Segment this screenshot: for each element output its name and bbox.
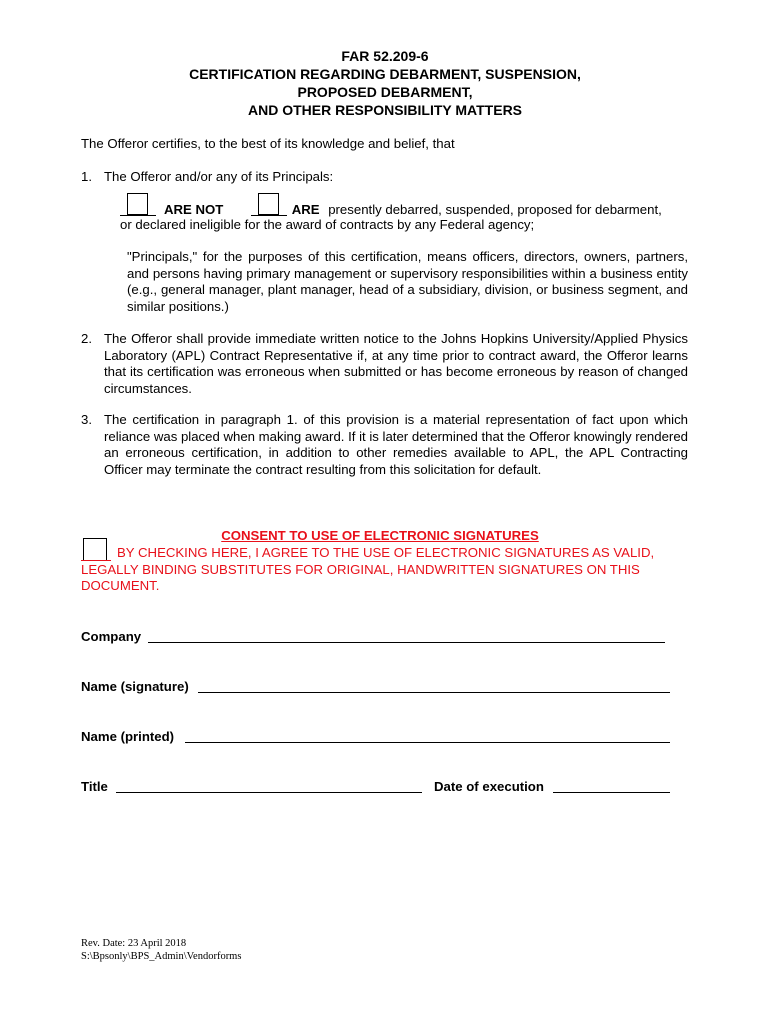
name-signature-field[interactable] <box>198 692 670 693</box>
consent-text <box>81 545 681 595</box>
company-label: Company <box>81 629 142 644</box>
intro-text: The Offeror certifies, to the best of its knowledge and belief, that <box>81 136 455 151</box>
title-line-3: PROPOSED DEBARMENT, <box>297 84 473 100</box>
date-of-execution-field[interactable] <box>553 792 670 793</box>
name-printed-label: Name (printed) <box>81 729 175 744</box>
principals-definition: "Principals," for the purposes of this certification, means officers, directors, owners, partners, and persons having primary management or supervisory responsibilities within a business entity (e.g., general manager, plant manager, head of a subsidiary, division, or business segment, and similar positions.) <box>127 249 688 314</box>
consent-title: CONSENT TO USE OF ELECTRONIC SIGNATURES <box>221 528 539 543</box>
name-printed-field[interactable] <box>185 742 670 743</box>
item-2-number: 2. <box>81 331 92 346</box>
are-checkbox[interactable] <box>251 201 287 217</box>
are-not-checkbox[interactable] <box>120 201 156 217</box>
title-line-4: AND OTHER RESPONSIBILITY MATTERS <box>247 102 523 118</box>
item-3-number: 3. <box>81 412 92 427</box>
item-2-text: The Offeror shall provide immediate written notice to the Johns Hopkins University/Applied Physics Laboratory (APL) Contract Representative if, at any time prior to contract award, the Offeror learns that its certification was erroneous when submitted or has become erroneous by reason of changed circumstances. <box>104 331 688 396</box>
title-label: Title <box>81 779 108 794</box>
item-3-text: The certification in paragraph 1. of this provision is a material representation of fact upon which reliance was placed when making award. If it is later determined that the Offeror knowingly rendered an erroneous certification, in addition to other remedies available to APL, the APL Contracting Officer may terminate the contract resulting from this solicitation for default. <box>104 412 688 477</box>
title-field[interactable] <box>116 792 422 793</box>
consent-statement: BY CHECKING HERE, I AGREE TO THE USE OF ELECTRONIC SIGNATURES AS VALID, LEGALLY BINDING SUBSTITUTES FOR ORIGINAL, HANDWRITTEN SIGNATURES ON THIS DOCUMENT. <box>81 545 655 593</box>
statement-line-1: presently debarred, suspended, proposed for debarment, <box>328 202 662 217</box>
footer-rev-date: Rev. Date: 23 April 2018 <box>81 938 187 949</box>
title-line-1: FAR 52.209-6 <box>341 48 429 64</box>
document-title <box>0 47 770 119</box>
item-1-text: The Offeror and/or any of its Principals: <box>104 169 334 184</box>
company-field[interactable] <box>148 642 665 643</box>
date-of-execution-label: Date of execution <box>434 779 544 794</box>
title-line-2: CERTIFICATION REGARDING DEBARMENT, SUSPENSION, <box>189 66 581 82</box>
item-1-number: 1. <box>81 169 92 184</box>
footer-path: S:\Bpsonly\BPS_Admin\Vendorforms <box>81 951 242 962</box>
name-signature-label: Name (signature) <box>81 679 189 694</box>
item-1-choice-row <box>120 201 695 219</box>
are-not-label: ARE NOT <box>164 202 224 217</box>
are-label: ARE <box>291 202 320 217</box>
statement-line-2: or declared ineligible for the award of contracts by any Federal agency; <box>120 217 535 232</box>
